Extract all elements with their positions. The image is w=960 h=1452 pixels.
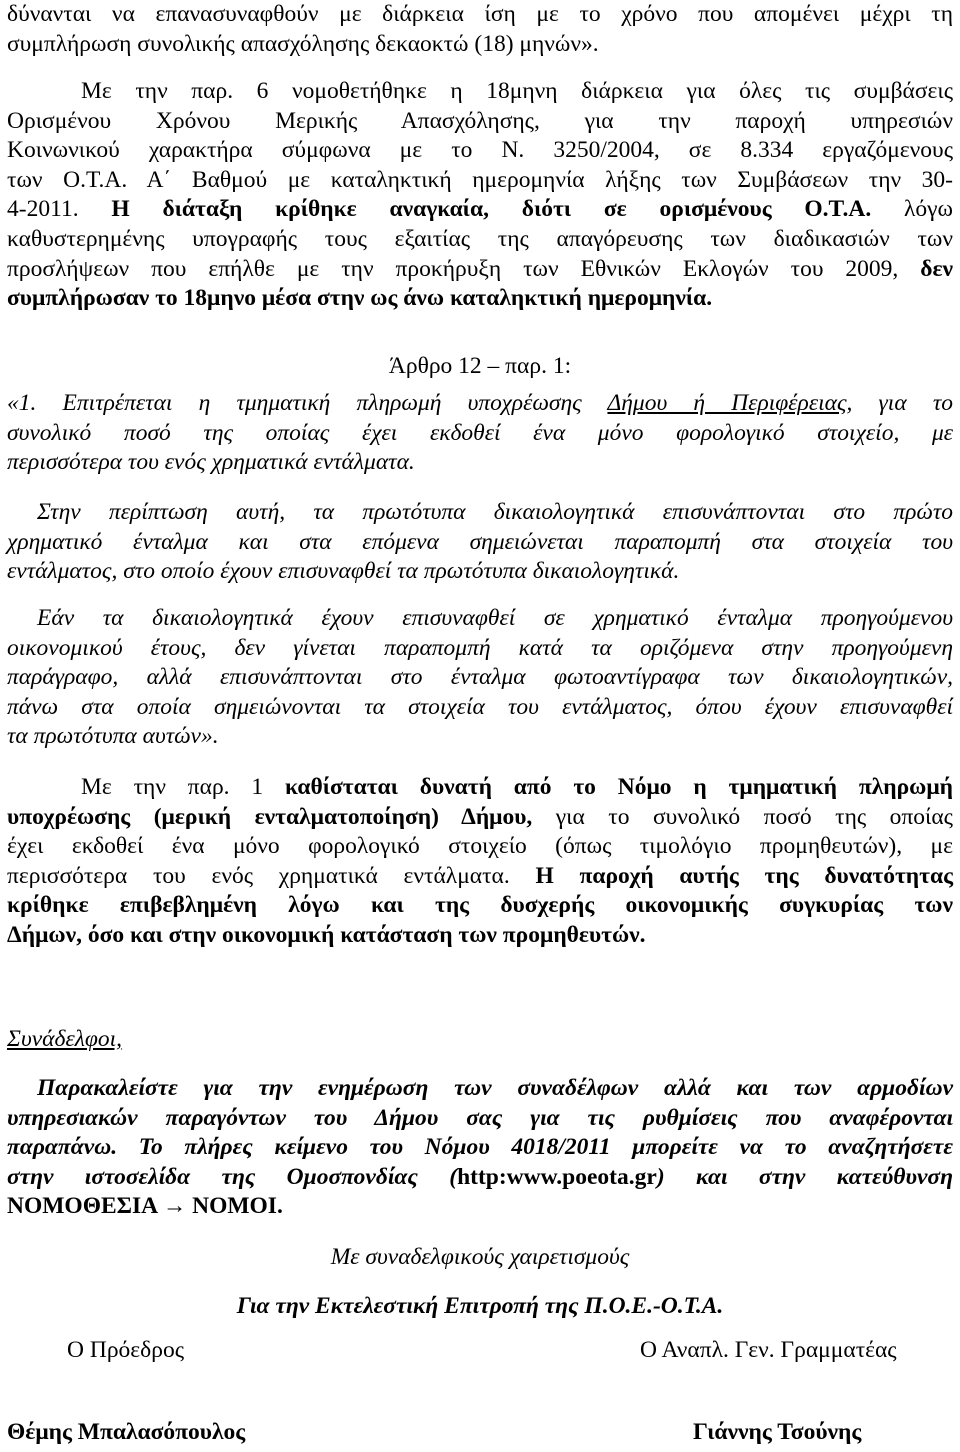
bold-italic-text-line [7,1133,953,1163]
right-signatory-title: Ο Αναπλ. Γεν. Γραμματέας [640,1337,897,1363]
text-run: 4-2011. [7,196,112,223]
article-heading [7,352,953,382]
text-run: , για το [846,390,953,416]
text-run: παραπάνω. Το πλήρες κείμενο του Νόμου 4018/2011 μπορείτε να το αναζητήσετε [7,1134,953,1161]
text-line: έχει εκδοθεί ένα μόνο φορολογικό στοιχείο (όπως τιμολόγιο προμηθευτών), με [7,833,953,860]
text-line: Κοινωνικού χαρακτήρα σύμφωνα με το Ν. 3250/2004, σε 8.334 εργαζόμενους [7,137,953,164]
closing-text: Με συναδελφικούς χαιρετισμούς [330,1244,630,1270]
text-line [7,862,953,892]
bold-text: Η διάταξη κρίθηκε αναγκαία, διότι σε ορισμένους Ο.Τ.Α. [111,196,872,223]
italic-text-line: οικονομικού έτους, δεν γίνεται παραπομπή κατά τα οριζόμενα στην προηγούμενη [7,634,953,661]
left-signatory-title: Ο Πρόεδρος [67,1337,185,1363]
bold-text: δεν [920,255,953,282]
text-line [7,803,953,833]
text-line: συμπλήρωση συνολικής απασχόλησης δεκαοκτώ (18) μηνών». [7,30,599,57]
right-signatory-name: Γιάννης Τσούνης [693,1419,862,1445]
text-line [7,255,953,285]
italic-text-line: τα πρωτότυπα αυτών». [7,723,219,750]
italic-text-line: Εάν τα δικαιολογητικά έχουν επισυναφθεί σε χρηματικό ένταλμα προηγούμενου [37,605,953,631]
bold-italic-text-line [7,1104,953,1134]
text-run: Για την Εκτελεστική Επιτροπή της Π.Ο.Ε.-Ο.Τ.Α. [236,1293,724,1319]
bold-text-line: κρίθηκε επιβεβλημένη λόγω και της δυσχερής οικονομικής συγκυρίας των [7,892,953,919]
committee-line [7,1292,953,1322]
text-run: περισσότερα του ενός χρηματικά εντάλματα. [7,862,536,889]
paragraph-explanation-par1 [7,773,953,951]
committee-text [7,1292,953,1322]
text-run: ) και στην κατεύθυνση [656,1163,953,1190]
paragraph-continuation [7,0,953,59]
text-line: Με την παρ. 6 νομοθετήθηκε η 18μηνη διάρκεια για όλες τις συμβάσεις [81,78,953,104]
bold-text-line: ΝΟΜΟΘΕΣΙΑ → ΝΟΜΟΙ. [7,1193,283,1220]
text-run: προσλήψεων που επήλθε με την προκήρυξη των Εθνικών Εκλογών του 2009, [7,255,921,282]
italic-text-line: πάνω στα οποία σημειώνονται τα στοιχεία του εντάλματος, όπου έχουν επισυναφθεί [7,693,953,720]
bold-text: Η παροχή αυτής της δυνατότητας [535,862,953,889]
italic-text-line: συνολικό ποσό της οποίας έχει εκδοθεί ένα μόνο φορολογικό στοιχείο, με [7,419,953,446]
bold-text: υποχρέωσης (μερική ενταλματοποίηση) Δήμου, [7,803,533,830]
text-run: στην ιστοσελίδα της Ομοσπονδίας ( [7,1163,458,1190]
underlined-text: Συνάδελφοι, [7,1026,123,1052]
italic-text-line: χρηματικό ένταλμα και στα επόμενα σημειώνεται παραπομπή στα στοιχεία του [7,528,953,555]
quoted-article-paragraph-1 [7,389,953,478]
text-run: υπηρεσιακών παραγόντων του Δήμου σας για τις ρυθμίσεις που αναφέρονται [7,1104,953,1131]
bold-italic-text-line [7,1163,953,1193]
text-run: για το συνολικό ποσό της οποίας [532,803,953,830]
text-run: «1. Επιτρέπεται η τμηματική πληρωμή υποχρέωσης [7,390,608,416]
text-line [7,773,953,803]
left-signatory-name: Θέμης Μπαλασόπουλος [7,1419,246,1445]
text-run: Παρακαλείστε για την ενημέρωση των συναδέλφων αλλά και των αρμοδίων [37,1075,953,1101]
text-line: Ορισμένου Χρόνου Μερικής Απασχόλησης, για την παροχή υπηρεσιών [7,107,953,134]
closing [7,1243,953,1273]
underlined-text: Δήμου ή Περιφέρειας [607,390,847,416]
text-line: δύνανται να επανασυναφθούν με διάρκεια ίση με το χρόνο που απομένει μέχρι τη [7,1,953,27]
quoted-article-paragraph-3 [7,604,953,752]
italic-text-line: εντάλματος, στο οποίο έχουν επισυναφθεί τα πρωτότυπα δικαιολογητικά. [7,558,680,585]
text-line: των Ο.Τ.Α. Α΄ Βαθμού με καταληκτική ημερομηνία λήξης των Συμβάσεων την 30- [7,166,953,193]
bold-text-line: Δήμων, όσο και στην οικονομική κατάσταση των προμηθευτών. [7,921,646,948]
salutation [7,1025,953,1055]
text-run: λόγω [871,196,953,223]
bold-text-line: συμπλήρωσαν το 18μηνο μέσα στην ως άνω καταληκτική ημερομηνία. [7,285,713,312]
website-link[interactable]: http:www.poeota.gr [457,1163,657,1190]
italic-text-line: Στην περίπτωση αυτή, τα πρωτότυπα δικαιολογητικά επισυνάπτονται στο πρώτο [37,499,953,525]
paragraph-explanation-par6 [7,77,953,314]
italic-text-line: παράγραφο, αλλά επισυνάπτονται στο ένταλμα φωτοαντίγραφα των δικαιολογητικών, [7,664,953,691]
bold-italic-text-line [7,1074,953,1104]
text-run: Με την παρ. 1 [81,774,285,800]
text-line [7,195,953,225]
italic-text-line: περισσότερα του ενός χρηματικά εντάλματα. [7,449,415,476]
article-heading-text: Άρθρο 12 – παρ. 1: [388,353,572,379]
request-paragraph [7,1074,953,1222]
bold-text: καθίσταται δυνατή από το Νόμο η τμηματική πληρωμή [284,774,953,800]
text-line: καθυστερημένης υπογραφής τους εξαιτίας της απαγόρευσης των διαδικασιών των [7,225,953,252]
italic-text-line [7,389,953,419]
quoted-article-paragraph-2 [7,498,953,587]
salutation-text [7,1025,953,1055]
